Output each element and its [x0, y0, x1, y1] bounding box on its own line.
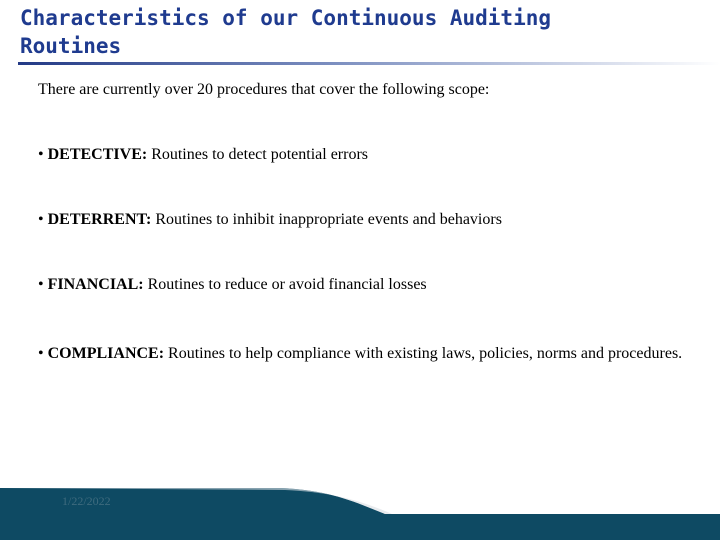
bullet-term: COMPLIANCE:: [47, 345, 165, 362]
intro-text: There are currently over 20 procedures that cover the following scope:: [38, 81, 490, 98]
bullet-text: Routines to help compliance with existing laws, policies, norms and procedures.: [164, 345, 683, 362]
bullet-deterrent: [38, 208, 698, 232]
bullet-text: Routines to inhibit inappropriate events and behaviors: [151, 211, 502, 228]
footer-date: 1/22/2022: [62, 494, 111, 508]
bullet-marker: •: [38, 146, 44, 163]
bullet-text: Routines to detect potential errors: [147, 146, 369, 163]
bullet-financial: [38, 273, 698, 297]
bullet-term: DETERRENT:: [47, 211, 152, 228]
slide-title: Characteristics of our Continuous Auditing Routines: [20, 6, 552, 58]
title-underline: [18, 62, 720, 65]
bullet-marker: •: [38, 211, 44, 228]
bullet-compliance: [38, 338, 698, 370]
bullet-term: FINANCIAL:: [47, 276, 144, 293]
bullet-text: Routines to reduce or avoid financial losses: [143, 276, 427, 293]
bullet-marker: •: [38, 276, 44, 293]
bullet-marker: •: [38, 345, 44, 362]
bullet-detective: [38, 143, 698, 167]
bullet-term: DETECTIVE:: [47, 146, 148, 163]
